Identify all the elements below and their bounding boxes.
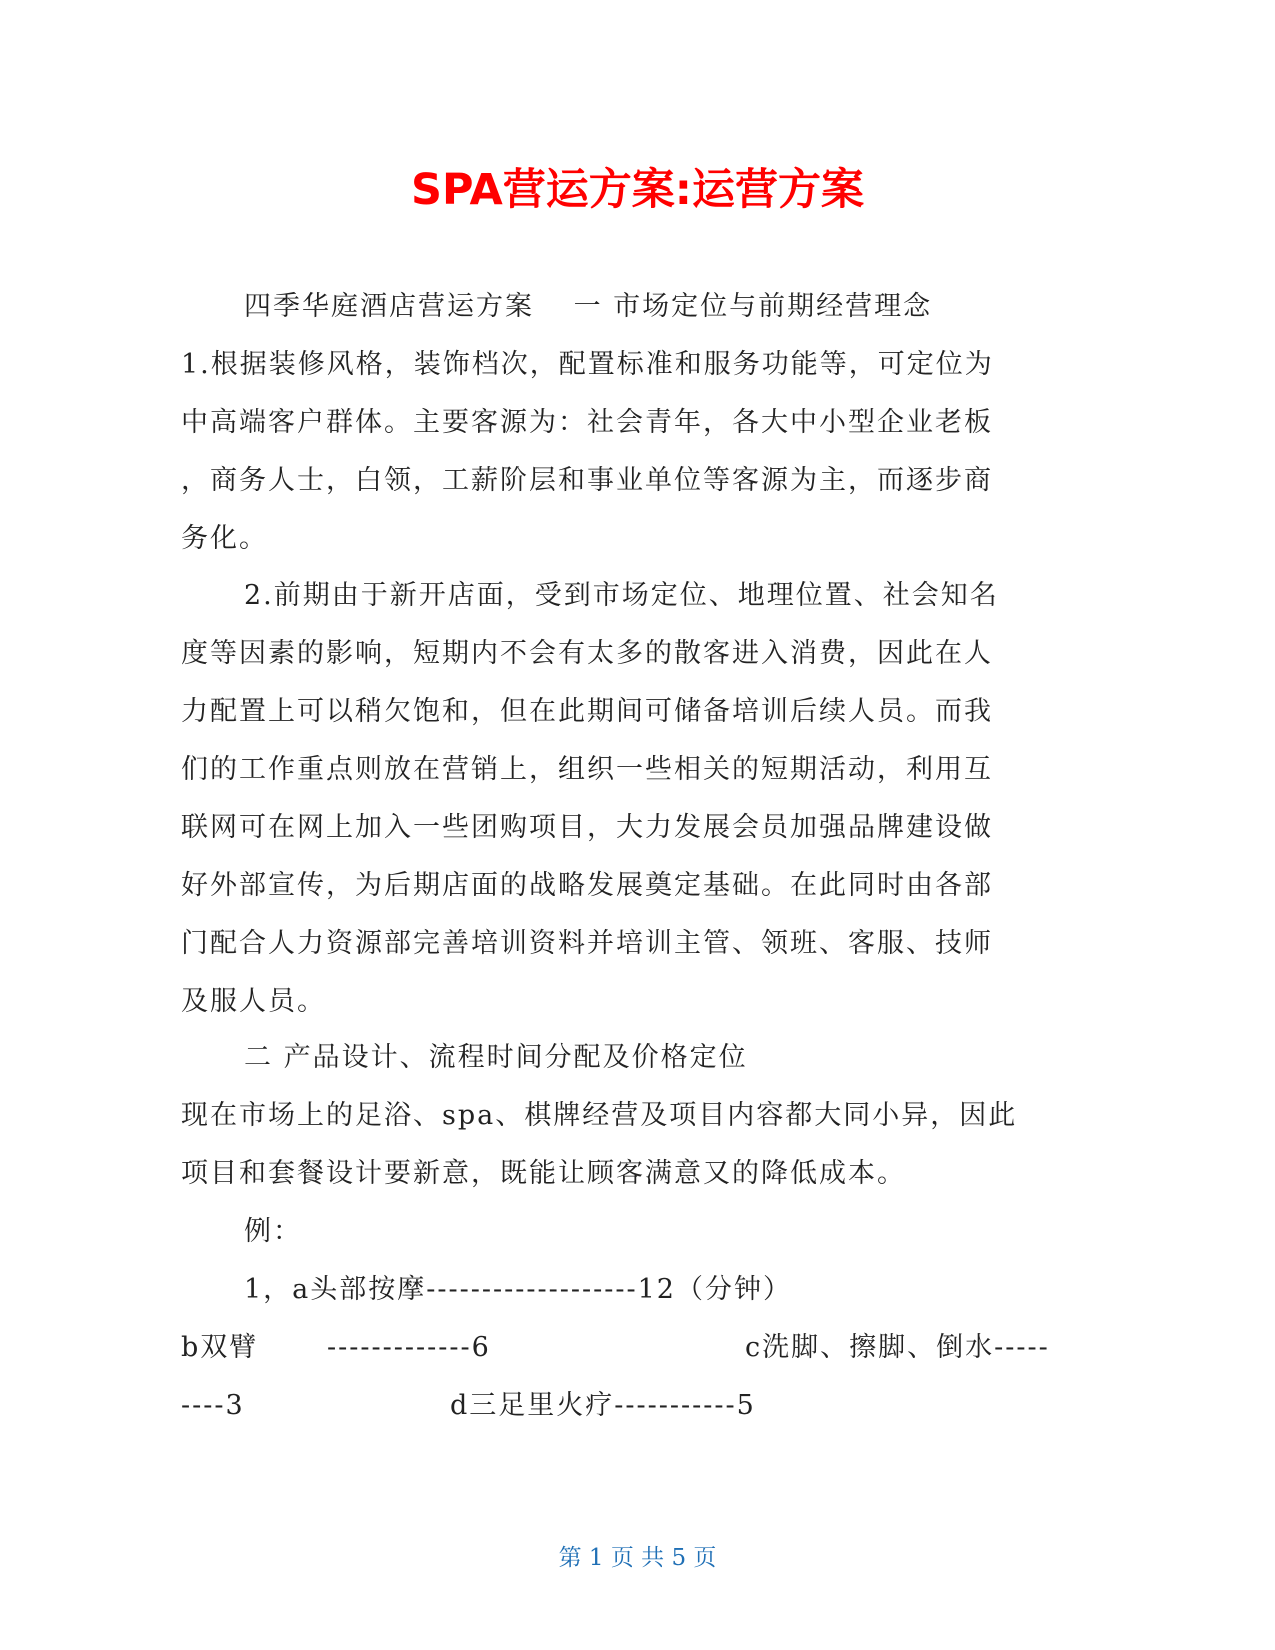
list-item: 1，a头部按摩-------------------12（分钟）: [244, 1274, 792, 1305]
text-line: 项目和套餐设计要新意，既能让顾客满意又的降低成本。: [181, 1158, 906, 1189]
document-title: SPA营运方案:运营方案: [410, 165, 864, 215]
list-item: -------------6: [327, 1332, 491, 1363]
text-line: 中高端客户群体。主要客源为：社会青年，各大中小型企业老板: [181, 407, 993, 438]
text-line: 度等因素的影响，短期内不会有太多的散客进入消费，因此在人: [181, 638, 993, 669]
text-line: 好外部宣传，为后期店面的战略发展奠定基础。在此同时由各部: [181, 870, 993, 901]
text-line: 们的工作重点则放在营销上，组织一些相关的短期活动，利用互: [181, 754, 993, 785]
text-line: 1.根据装修风格，装饰档次，配置标准和服务功能等，可定位为: [181, 349, 994, 380]
text-line: 务化。: [181, 523, 268, 554]
section-heading: 二 产品设计、流程时间分配及价格定位: [244, 1042, 748, 1073]
text-line: 例：: [244, 1216, 302, 1247]
page-number: 第 1 页 共 5 页: [558, 1545, 717, 1571]
text-line: 门配合人力资源部完善培训资料并培训主管、领班、客服、技师: [181, 928, 993, 959]
text-line: 2.前期由于新开店面，受到市场定位、地理位置、社会知名: [244, 580, 999, 611]
list-item: b双臂: [181, 1332, 259, 1363]
list-item: d三足里火疗-----------5: [450, 1390, 756, 1421]
text-line: 联网可在网上加入一些团购项目，大力发展会员加强品牌建设做: [181, 812, 993, 843]
text-line: 现在市场上的足浴、spa、棋牌经营及项目内容都大同小异，因此: [181, 1100, 1018, 1131]
text-line: 及服人员。: [181, 986, 326, 1017]
text-line: 力配置上可以稍欠饱和，但在此期间可储备培训后续人员。而我: [181, 696, 993, 727]
list-item: c洗脚、擦脚、倒水-----: [745, 1332, 1050, 1363]
list-item: ----3: [181, 1390, 245, 1421]
text-line: 四季华庭酒店营运方案 一 市场定位与前期经营理念: [244, 291, 933, 322]
text-line: ，商务人士，白领，工薪阶层和事业单位等客源为主，而逐步商: [181, 465, 993, 496]
